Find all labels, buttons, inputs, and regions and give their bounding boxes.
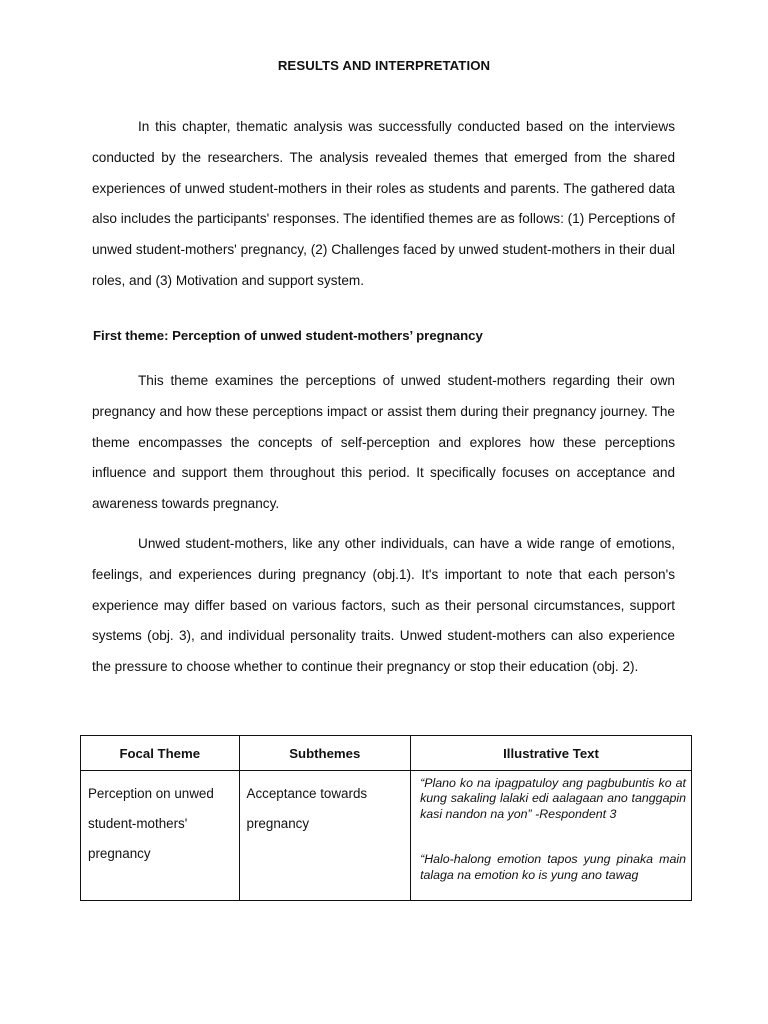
focal-theme-cell — [81, 771, 240, 901]
header-illustrative-text: Illustrative Text — [411, 736, 692, 771]
intro-paragraph — [92, 112, 675, 297]
page-title: RESULTS AND INTERPRETATION — [277, 58, 491, 73]
themes-table — [80, 735, 692, 901]
table-header-row — [81, 736, 692, 771]
first-theme-paragraph-2-text: Unwed student-mothers, like any other individuals, can have a wide range of emotions, feelings, and experiences during pregnancy (obj.1). It's important to note that each person's experience may differ based on various factors, such as their personal circumstances, support systems (obj. 3), and individual personality traits. Unwed student-mothers can also experience the pressure to choose whether to continue their pregnancy or stop their education (obj. 2). — [92, 536, 675, 675]
illustrative-quote-1: “Plano ko na ipagpatuloy ang pagbubuntis ko at kung sakaling lalaki edi aalagaan ano tanggapin kasi nandon na yon” -Respondent 3 — [420, 776, 686, 821]
illustrative-text-cell — [411, 771, 692, 901]
intro-paragraph-text: In this chapter, thematic analysis was successfully conducted based on the interviews conducted by the researchers. The analysis revealed themes that emerged from the shared experiences of unwed student-mothers in their roles as students and parents. The gathered data also includes the participants' responses. The identified themes are as follows: (1) Perceptions of unwed student-mothers' pregnancy, (2) Challenges faced by unwed student-mothers in their dual roles, and (3) Motivation and support system. — [92, 119, 675, 288]
subtheme-line: pregnancy — [246, 816, 310, 831]
first-theme-paragraph-1 — [92, 366, 675, 520]
focal-theme-line: pregnancy — [88, 846, 151, 861]
subtheme-line: Acceptance towards — [246, 786, 368, 801]
first-theme-paragraph-2 — [92, 529, 675, 683]
header-subthemes: Subthemes — [239, 736, 411, 771]
focal-theme-line: Perception on unwed — [88, 786, 214, 801]
focal-theme-line: student-mothers' — [88, 816, 188, 831]
subtheme-cell — [239, 771, 411, 901]
header-focal-theme: Focal Theme — [81, 736, 240, 771]
table-row — [81, 771, 692, 901]
first-theme-heading: First theme: Perception of unwed student-mothers’ pregnancy — [93, 328, 483, 343]
illustrative-quote-2: “Halo-halong emotion tapos yung pinaka main talaga na emotion ko is yung ano tawag — [420, 852, 686, 882]
first-theme-paragraph-1-text: This theme examines the perceptions of unwed student-mothers regarding their own pregnancy and how these perceptions impact or assist them during their pregnancy journey. The theme encompasses the concepts of self-perception and explores how these perceptions influence and support them throughout this period. It specifically focuses on acceptance and awareness towards pregnancy. — [92, 373, 675, 512]
